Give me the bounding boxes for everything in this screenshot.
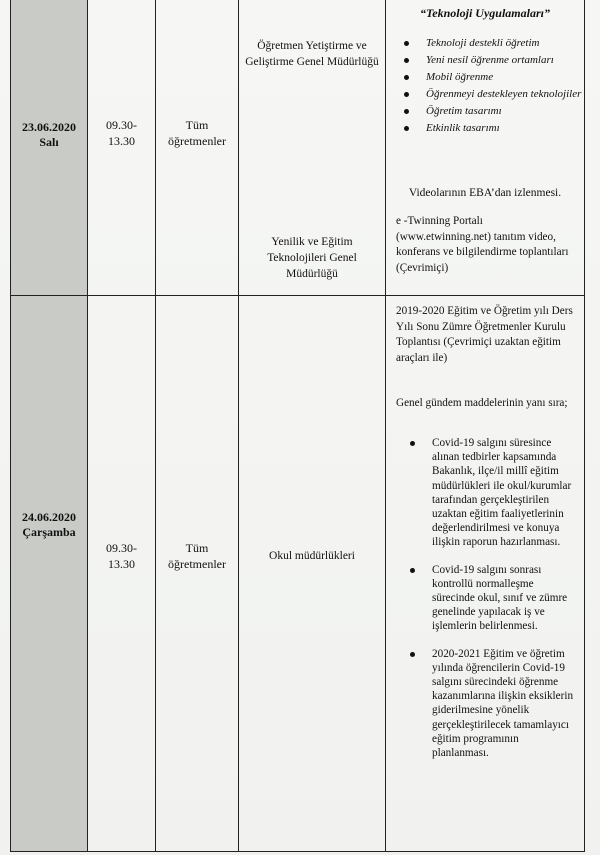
organizer-cell [239,0,386,296]
list-item: 2020-2021 Eğitim ve öğretim yılında öğrencilerin Covid-19 salgını sürecindeki öğrenme kazanımlarına ilişkin eksiklerin giderilmesine yönelik gerçekleştirilecek tamamlayıcı eğitim programının planlanması. [386,647,584,761]
bullet-icon [404,41,409,46]
agenda-list [386,436,584,773]
bullet-icon [404,109,409,114]
time-start: 09.30- [106,541,137,555]
date-value: 24.06.2020 [22,510,76,524]
content-title: “Teknoloji Uygulamaları” [420,6,550,20]
bullet-icon [404,126,409,131]
time-start: 09.30- [106,118,137,132]
bullet-icon [404,58,409,63]
bullet-icon [410,652,415,657]
organizer-line: Müdürlüğü [286,268,338,280]
organizer-line: Öğretmen Yetiştirme ve [257,40,367,52]
list-item: Teknoloji destekli öğretim [386,36,584,51]
list-item: Yeni nesil öğrenme ortamları [386,53,584,68]
audience-cell [156,0,239,296]
list-item: Öğrenmeyi destekleyen teknolojiler [386,87,584,102]
date-cell [11,296,88,852]
time-cell [88,296,156,852]
content-cell [386,0,585,296]
organizer-line: Teknolojileri Genel [267,252,357,264]
organizer-line: Geliştirme Genel Müdürlüğü [245,56,379,68]
organizer-line: Okul müdürlükleri [269,550,355,562]
list-item: Öğretim tasarımı [386,104,584,119]
twinning-note: e -Twinning Portalı (www.etwinning.net) tanıtım video, konferans ve bilgilendirme toplantıları (Çevrimiçi) [396,215,569,274]
table-row [11,296,585,852]
audience-line: öğretmenler [168,557,226,571]
meeting-title: 2019-2020 Eğitim ve Öğretim yılı Ders Yılı Sonu Zümre Öğretmenler Kurulu Toplantısı (Çevrimiçi uzaktan eğitim araçları ile) [396,305,573,364]
time-cell [88,0,156,296]
day-value: Salı [39,135,59,149]
bullet-icon [404,75,409,80]
schedule-table [10,0,585,852]
day-value: Çarşamba [22,525,76,539]
agenda-intro: Genel gündem maddelerinin yanı sıra; [396,397,568,409]
audience-cell [156,296,239,852]
date-value: 23.06.2020 [22,120,76,134]
list-item: Etkinlik tasarımı [386,121,584,136]
list-item: Covid-19 salgını sonrası kontrollü normalleşme sürecinde okul, sınıf ve zümre genelinde yapılacak iş ve işlemlerin belirlenmesi. [386,563,584,634]
audience-line: Tüm [185,541,209,555]
content-cell [386,296,585,852]
organizer-line: Yenilik ve Eğitim [271,236,353,248]
bullet-icon [410,568,415,573]
organizer-cell [239,296,386,852]
audience-line: öğretmenler [168,134,226,148]
audience-line: Tüm [185,118,209,132]
bullet-icon [410,441,415,446]
table-row [11,0,585,296]
time-end: 13.30 [108,134,135,148]
date-cell [11,0,88,296]
eba-note: Videolarının EBA’dan izlenmesi. [408,187,562,199]
list-item: Mobil öğrenme [386,70,584,85]
list-item: Covid-19 salgını süresince alınan tedbirler kapsamında Bakanlık, ilçe/il millî eğitim müdürlükleri ile okul/kurumlar tarafından gerçekleştirilen uzaktan eğitim faaliyetlerinin değerlendirilmesi ve konuya ilişkin raporun hazırlanması. [386,436,584,550]
time-end: 13.30 [108,557,135,571]
bullet-icon [404,92,409,97]
tech-list [386,36,584,138]
